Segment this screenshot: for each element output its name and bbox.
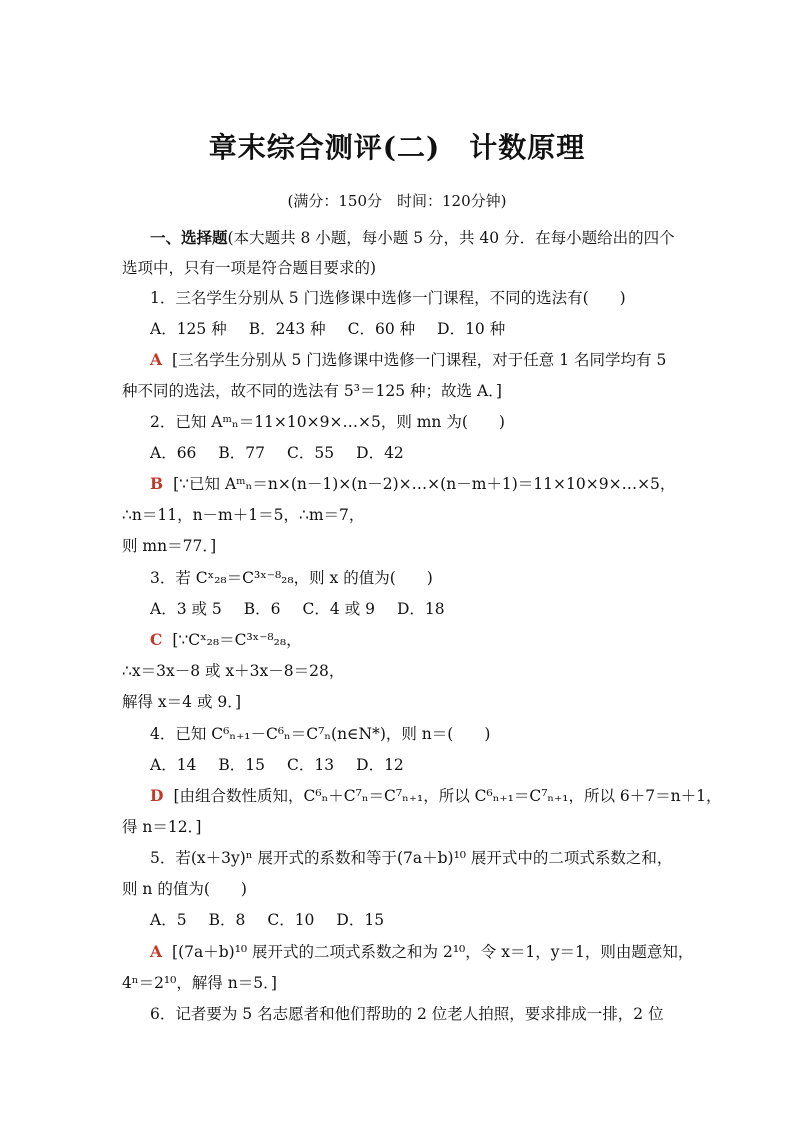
q2-answer: B (150, 474, 164, 493)
q2-option-d: D．42 (356, 444, 404, 462)
q1-answer: A (150, 350, 163, 369)
page-subtitle: (满分：150分 时间：120分钟) (287, 192, 507, 210)
q2-options (150, 441, 426, 463)
q5-solution-2: 4ⁿ＝2¹⁰，解得 n＝5．] (122, 974, 277, 992)
q5-option-a: A．5 (150, 911, 187, 929)
q2-option-a: A．66 (150, 444, 197, 462)
q3-option-b: B．6 (243, 600, 281, 618)
q2-sol1: [∵已知 Aᵐₙ＝n×(n－1)×(n－2)×…×(n－m＋1)＝11×10×9×…×5， (173, 475, 676, 493)
q5-option-c: C．10 (267, 911, 315, 929)
q4-option-b: B．15 (218, 756, 266, 774)
q5-options (150, 908, 406, 930)
q2-option-c: C．55 (287, 444, 335, 462)
q3-stem: 3．若 Cˣ₂₈＝C³ˣ⁻⁸₂₈，则 x 的值为( ) (150, 569, 433, 587)
q2-stem: 2．已知 Aᵐₙ＝11×10×9×…×5，则 mn 为( ) (150, 413, 505, 431)
q4-option-d: D．12 (356, 756, 404, 774)
q5-answer: A (150, 942, 163, 961)
q2-solution-2: ∴n＝11，n－m＋1＝5，∴m＝7， (122, 506, 365, 524)
q4-option-c: C．13 (287, 756, 335, 774)
q1-option-a: A．125 种 (150, 320, 227, 338)
section-header (150, 226, 675, 248)
q4-solution-2: 得 n＝12．] (122, 818, 202, 836)
q1-option-d: D．10 种 (437, 320, 506, 338)
q3-answer: C (150, 630, 163, 649)
q1-stem: 1．三名学生分别从 5 门选修课中选修一门课程，不同的选法有( ) (150, 289, 626, 307)
q3-option-a: A．3 或 5 (150, 600, 222, 618)
q4-sol1: [由组合数性质知，C⁶ₙ＋C⁷ₙ＝C⁷ₙ₊₁，所以 C⁶ₙ₊₁＝C⁷ₙ₊₁，所以 6＋7＝n＋1， (173, 787, 722, 805)
q3-solution-1 (150, 628, 302, 650)
section-desc-1: (本大题共 8 小题，每小题 5 分，共 40 分．在每小题给出的四个 (227, 229, 675, 247)
q3-solution-2: ∴x＝3x－8 或 x＋3x－8＝28， (122, 662, 345, 680)
q2-solution-1 (150, 472, 675, 494)
q3-option-d: D．18 (396, 600, 445, 618)
q3-option-c: C．4 或 9 (302, 600, 375, 618)
q2-solution-3: 则 mn＝77．] (122, 537, 217, 555)
q4-answer: D (150, 786, 164, 805)
section-desc-2: 选项中，只有一项是符合题目要求的) (122, 259, 377, 277)
q4-option-a: A．14 (150, 756, 197, 774)
q3-sol1: [∵Cˣ₂₈＝C³ˣ⁻⁸₂₈， (172, 631, 302, 649)
q1-options (150, 317, 527, 339)
page-title: 章末综合测评(二) 计数原理 (208, 131, 586, 164)
q4-solution-1 (150, 784, 722, 806)
q5-solution-1 (150, 940, 693, 962)
q5-option-b: B．8 (208, 911, 246, 929)
q1-option-b: B．243 种 (248, 320, 326, 338)
q1-sol1: [三名学生分别从 5 门选修课中选修一门课程，对于任意 1 名同学均有 5 (172, 351, 667, 369)
q4-stem: 4．已知 C⁶ₙ₊₁－C⁶ₙ＝C⁷ₙ(n∈N*)，则 n＝( ) (150, 725, 491, 743)
q6-stem-1: 6．记者要为 5 名志愿者和他们帮助的 2 位老人拍照，要求排成一排，2 位 (150, 1005, 664, 1023)
q1-option-c: C．60 种 (347, 320, 416, 338)
q5-sol1: [(7a＋b)¹⁰ 展开式的二项式系数之和为 2¹⁰，令 x＝1，y＝1，则由题意知， (172, 943, 694, 961)
q5-option-d: D．15 (336, 911, 385, 929)
q5-stem-2: 则 n 的值为( ) (122, 880, 247, 898)
q1-solution-2: 种不同的选法，故不同的选法有 5³＝125 种；故选 A．] (122, 382, 502, 400)
q3-solution-3: 解得 x＝4 或 9．] (122, 693, 242, 711)
q4-options (150, 753, 426, 775)
q5-stem-1: 5．若(x＋3y)ⁿ 展开式的系数和等于(7a＋b)¹⁰ 展开式中的二项式系数之和， (150, 849, 673, 867)
q3-options (150, 597, 467, 619)
section-heading: 一、选择题 (150, 228, 228, 247)
q2-option-b: B．77 (218, 444, 266, 462)
q1-solution-1 (150, 348, 666, 370)
